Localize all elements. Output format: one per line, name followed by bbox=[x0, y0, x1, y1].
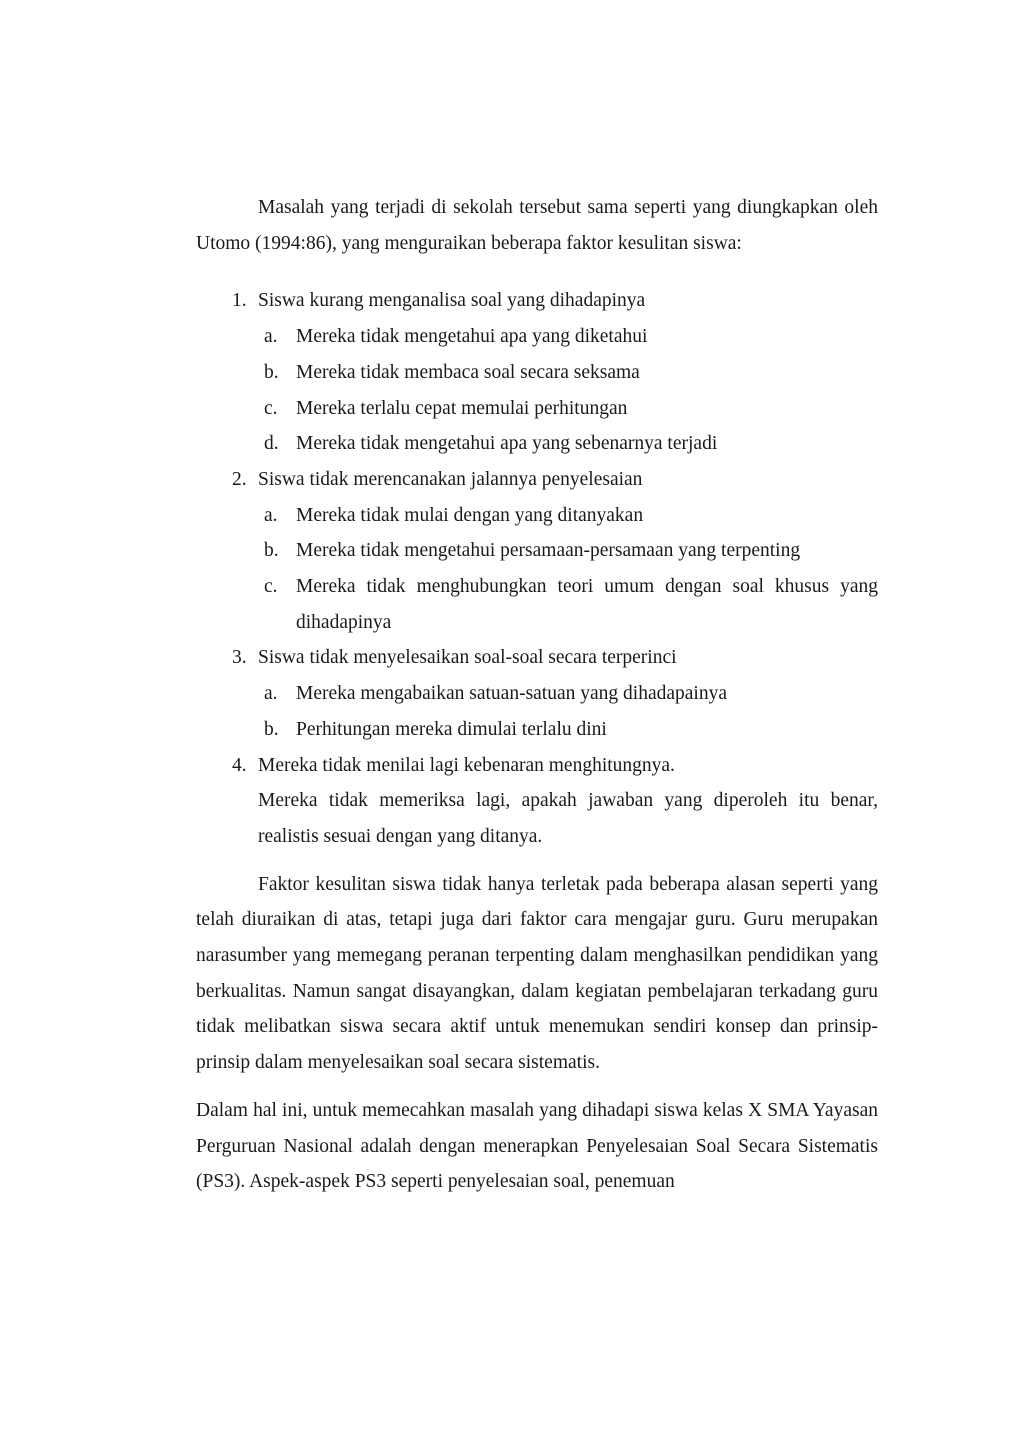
sub-letter: c. bbox=[264, 397, 278, 419]
sub-list-item bbox=[258, 355, 878, 391]
sub-letter: b. bbox=[264, 718, 279, 740]
sub-list-item bbox=[258, 676, 878, 712]
sub-letter: a. bbox=[264, 504, 278, 526]
sub-list-item bbox=[258, 533, 878, 569]
list-item bbox=[196, 462, 878, 641]
difficulty-list bbox=[196, 283, 878, 854]
sub-letter: a. bbox=[264, 326, 278, 348]
sub-list-item bbox=[258, 569, 878, 640]
sub-item-text: Perhitungan mereka dimulai terlalu dini bbox=[296, 718, 607, 740]
sub-letter: b. bbox=[264, 361, 279, 383]
sub-list-item bbox=[258, 391, 878, 427]
document-page bbox=[196, 190, 878, 1200]
sub-item-text: Mereka tidak mulai dengan yang ditanyakan bbox=[296, 504, 644, 526]
intro-paragraph: Masalah yang terjadi di sekolah tersebut sama seperti yang diungkapkan oleh Utomo (1994:86), yang menguraikan beberapa faktor kesulitan siswa: bbox=[196, 197, 878, 254]
list-item-text: Siswa tidak merencanakan jalannya penyelesaian bbox=[258, 468, 643, 490]
sub-letter: b. bbox=[264, 540, 279, 562]
list-item bbox=[196, 640, 878, 747]
list-item-note: Mereka tidak memeriksa lagi, apakah jawaban yang diperoleh itu benar, realistis sesuai dengan yang ditanya. bbox=[258, 790, 878, 847]
body-paragraph: Dalam hal ini, untuk memecahkan masalah yang dihadapi siswa kelas X SMA Yayasan Perguruan Nasional adalah dengan menerapkan Penyelesaian Soal Secara Sistematis (PS3). Aspek-aspek PS3 seperti penyelesaian soal, penemuan bbox=[196, 1099, 878, 1193]
sub-item-text: Mereka terlalu cepat memulai perhitungan bbox=[296, 397, 628, 419]
sub-list bbox=[258, 498, 878, 641]
list-item-text: Siswa tidak menyelesaikan soal-soal secara terperinci bbox=[258, 647, 677, 669]
sub-list-item bbox=[258, 498, 878, 534]
sub-list-item bbox=[258, 426, 878, 462]
sub-list bbox=[258, 676, 878, 747]
list-item-text: Mereka tidak menilai lagi kebenaran menghitungnya. bbox=[258, 754, 675, 776]
list-item-text: Siswa kurang menganalisa soal yang dihadapinya bbox=[258, 290, 646, 312]
sub-letter: d. bbox=[264, 433, 279, 455]
list-item bbox=[196, 748, 878, 855]
sub-item-text: Mereka tidak mengetahui apa yang diketahui bbox=[296, 326, 648, 348]
sub-item-text: Mereka tidak menghubungkan teori umum dengan soal khusus yang dihadapinya bbox=[296, 576, 878, 633]
list-item bbox=[196, 283, 878, 462]
sub-list-item bbox=[258, 712, 878, 748]
sub-item-text: Mereka tidak mengetahui apa yang sebenarnya terjadi bbox=[296, 433, 718, 455]
sub-letter: c. bbox=[264, 576, 278, 598]
sub-list-item bbox=[258, 319, 878, 355]
list-number: 3. bbox=[232, 647, 247, 669]
sub-list bbox=[258, 319, 878, 462]
sub-item-text: Mereka mengabaikan satuan-satuan yang dihadapainya bbox=[296, 683, 727, 705]
list-number: 4. bbox=[232, 754, 247, 776]
sub-item-text: Mereka tidak membaca soal secara seksama bbox=[296, 361, 640, 383]
list-number: 2. bbox=[232, 468, 247, 490]
list-number: 1. bbox=[232, 290, 247, 312]
sub-item-text: Mereka tidak mengetahui persamaan-persamaan yang terpenting bbox=[296, 540, 801, 562]
body-paragraph: Faktor kesulitan siswa tidak hanya terletak pada beberapa alasan seperti yang telah diuraikan di atas, tetapi juga dari faktor cara mengajar guru. Guru merupakan narasumber yang memegang peranan terpenting dalam menghasilkan pendidikan yang berkualitas. Namun sangat disayangkan, dalam kegiatan pembelajaran terkadang guru tidak melibatkan siswa secara aktif untuk menemukan sendiri konsep dan prinsip-prinsip dalam menyelesaikan soal secara sistematis. bbox=[196, 873, 878, 1074]
sub-letter: a. bbox=[264, 683, 278, 705]
